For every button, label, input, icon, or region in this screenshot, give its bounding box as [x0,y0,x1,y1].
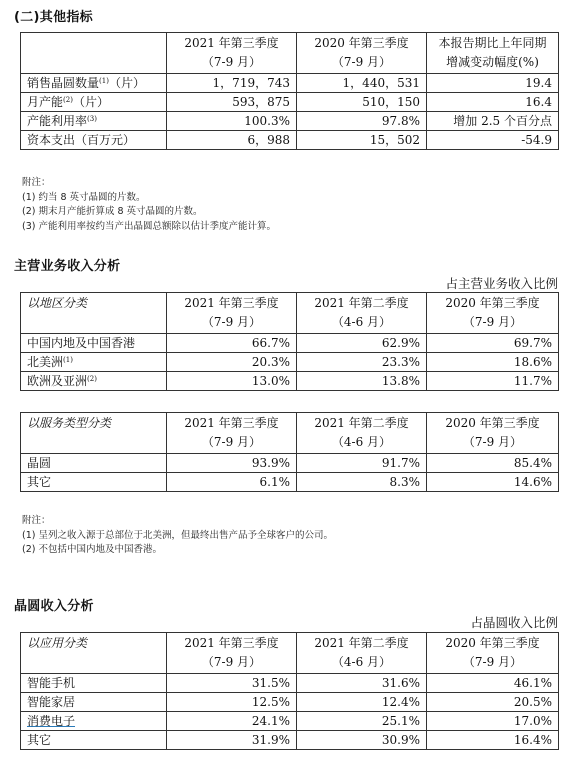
table-row [21,334,559,353]
header-2021q3: 2021 年第三季度 （7-9 月） [167,633,297,674]
cell-value: 593，875 [167,93,297,112]
cell-value: 46.1% [427,674,559,693]
note-item: (2) 不包括中国内地及中国香港。 [22,544,162,555]
header-2021q3: 2021 年第三季度 （7-9 月） [167,33,297,74]
note-heading: 附注： [22,177,51,188]
row-label: 智能家居 [21,693,167,712]
row-label: 欧洲及亚洲$^{(2)}$ [21,372,167,391]
category-region: 以地区分类 [21,293,167,334]
table-row [21,74,559,93]
revenue-by-region-table [20,292,559,391]
wafer-share-note: 占晶圆收入比例 [470,615,558,630]
cell-value: 91.7% [297,454,427,473]
cell-value: 30.9% [297,731,427,750]
cell-value: 6，988 [167,131,297,150]
note-item: (3) 产能利用率按约当产出晶圆总额除以估计季度产能计算。 [22,220,276,232]
cell-value: 23.3% [297,353,427,372]
cell-value: 510，150 [297,93,427,112]
table-row [21,473,559,492]
cell-value: 15，502 [297,131,427,150]
note-item: (2) 期末月产能折算成 8 英寸晶圆的片数。 [22,206,203,217]
revenue-by-service-table [20,412,559,492]
table-header-row [21,293,559,334]
cell-value: 85.4% [427,454,559,473]
cell-value: 93.9% [167,454,297,473]
cell-value: 69.7% [427,334,559,353]
row-label: 智能手机 [21,674,167,693]
cell-value: 20.3% [167,353,297,372]
main-revenue-title: 主营业务收入分析 [14,259,121,274]
cell-value: 14.6% [427,473,559,492]
header-2021q3: 2021 年第三季度 （7-9 月） [167,413,297,454]
header-2020q3: 2020 年第三季度 （7-9 月） [427,633,559,674]
cell-value: 13.8% [297,372,427,391]
cell-value: 1，440，531 [297,74,427,93]
revenue-share-note: 占主营业务收入比例 [445,276,558,291]
cell-value: 1，719，743 [167,74,297,93]
header-empty-cell [21,33,167,74]
header-2021q2: 2021 年第二季度 （4-6 月） [297,633,427,674]
cell-value: 31.9% [167,731,297,750]
table-header-row [21,633,559,674]
table-row [21,712,559,731]
row-label: 产能利用率$^{(3)}$ [21,112,167,131]
cell-value: 6.1% [167,473,297,492]
header-yoy-change: 本报告期比上年同期 增减变动幅度(%) [427,33,559,74]
table-row [21,112,559,131]
header-2020q3: 2020 年第三季度 （7-9 月） [427,413,559,454]
row-label: 其它 [21,473,167,492]
cell-value: -54.9 [427,131,559,150]
header-2020q3: 2020 年第三季度 （7-9 月） [427,293,559,334]
table-row [21,674,559,693]
cell-value: 24.1% [167,712,297,731]
cell-value: 97.8% [297,112,427,131]
other-indicators-table [20,32,559,150]
row-label: 晶圆 [21,454,167,473]
note-heading: 附注： [22,515,51,526]
cell-value: 11.7% [427,372,559,391]
cell-value: 16.4 [427,93,559,112]
row-label: 月产能$^{(2)}$（片） [21,93,167,112]
table-header-row [21,33,559,74]
row-label: 销售晶圆数量$^{(1)}$（片） [21,74,167,93]
row-label: 资本支出（百万元） [21,131,167,150]
cell-value: 31.6% [297,674,427,693]
row-label: 消费电子 [21,712,167,731]
table-row [21,353,559,372]
cell-value: 25.1% [297,712,427,731]
table-row [21,693,559,712]
table-row [21,93,559,112]
cell-value: 62.9% [297,334,427,353]
other-indicators-title: (二)其他指标 [14,10,93,25]
category-service: 以服务类型分类 [21,413,167,454]
cell-value: 19.4 [427,74,559,93]
cell-value: 13.0% [167,372,297,391]
table-row [21,372,559,391]
cell-value: 16.4% [427,731,559,750]
cell-value: 增加 2.5 个百分点 [427,112,559,131]
row-label: 北美洲$^{(1)}$ [21,353,167,372]
header-2021q2: 2021 年第二季度 （4-6 月） [297,293,427,334]
cell-value: 20.5% [427,693,559,712]
row-label: 其它 [21,731,167,750]
row-label: 中国内地及中国香港 [21,334,167,353]
cell-value: 18.6% [427,353,559,372]
cell-value: 12.4% [297,693,427,712]
table-header-row [21,413,559,454]
cell-value: 100.3% [167,112,297,131]
note-item: (1) 呈列之收入源于总部位于北美洲，但最终出售产品予全球客户的公司。 [22,529,333,541]
cell-value: 8.3% [297,473,427,492]
wafer-revenue-table [20,632,559,750]
section2-notes [22,514,333,558]
section1-notes [22,176,276,234]
note-item: (1) 约当 8 英寸晶圆的片数。 [22,191,146,203]
table-row [21,454,559,473]
header-2021q3: 2021 年第三季度 （7-9 月） [167,293,297,334]
cell-value: 31.5% [167,674,297,693]
header-2020q3: 2020 年第三季度 （7-9 月） [297,33,427,74]
table-row [21,731,559,750]
table-row [21,131,559,150]
category-application: 以应用分类 [21,633,167,674]
header-2021q2: 2021 年第二季度 （4-6 月） [297,413,427,454]
cell-value: 12.5% [167,693,297,712]
cell-value: 17.0% [427,712,559,731]
cell-value: 66.7% [167,334,297,353]
wafer-revenue-title: 晶圆收入分析 [14,599,94,614]
